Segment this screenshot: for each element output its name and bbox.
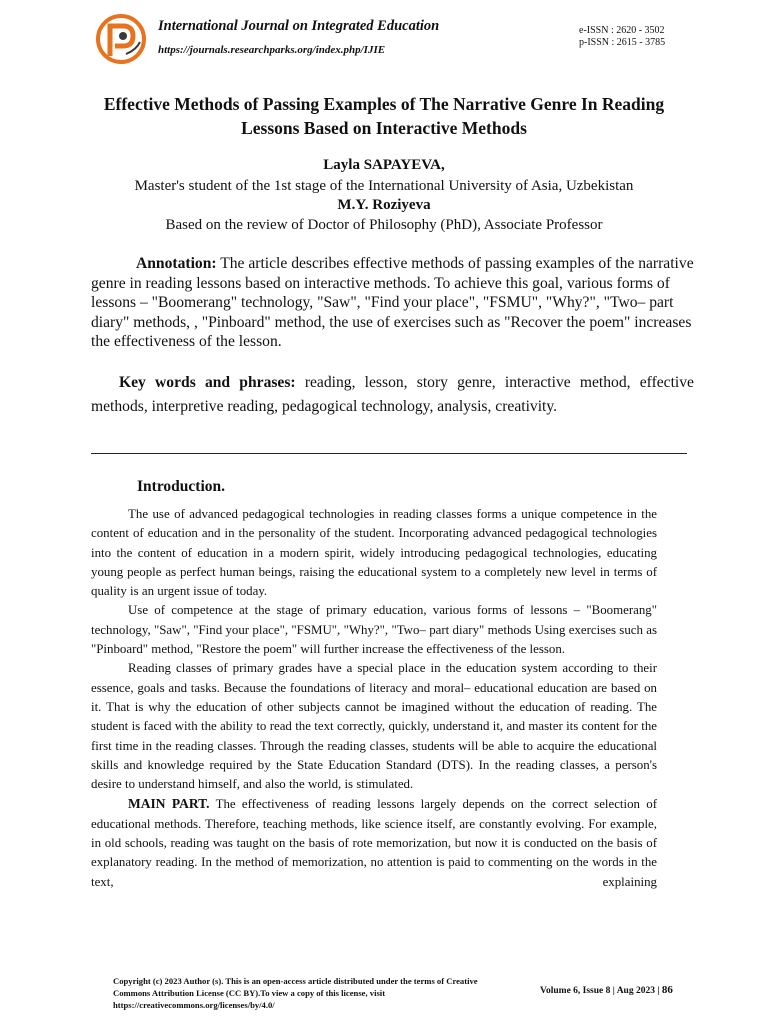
article-body (91, 505, 657, 892)
author-affiliation-2: Based on the review of Doctor of Philosophy (PhD), Associate Professor (165, 217, 603, 233)
journal-header (96, 14, 696, 64)
journal-name: International Journal on Integrated Education (158, 18, 440, 34)
introduction-heading: Introduction. (137, 478, 225, 495)
annotation-text: The article describes effective methods of passing examples of the narrative genre in reading lessons based on interactive methods. To achieve this goal, various forms of lessons – "Boomerang" technology, "Saw", "Find your place", "FSMU", "Why?", "Two– part diary" methods, , "Pinboard" method, the use of exercises such as "Recover the poem" increases the effectiveness of the lesson. (91, 255, 694, 350)
keywords-paragraph (91, 371, 694, 418)
annotation-paragraph (91, 254, 694, 352)
section-divider (91, 453, 687, 454)
eissn: e-ISSN : 2620 - 3502 (579, 25, 665, 36)
volume-issue: Volume 6, Issue 8 | Aug 2023 | (540, 986, 660, 996)
page-number: 86 (661, 984, 673, 996)
journal-logo-icon (96, 14, 146, 64)
author-name-2: M.Y. Roziyeva (337, 197, 431, 213)
body-paragraph-1: The use of advanced pedagogical technologies in reading classes forms a unique competence in the content of education and in the personality of the student. Incorporating advanced pedagogical technologies into the content of education in a modern spirit, widely introducing pedagogical technologies, educating young people as perfect human beings, raising the educational system to a completely new level in terms of quality is an urgent issue of today. (91, 507, 657, 599)
paper-title: Effective Methods of Passing Examples of The Narrative Genre In Reading Lessons Based on Interactive Methods (103, 94, 665, 138)
body-paragraph-3: Reading classes of primary grades have a special place in the education system according to their essence, goals and tasks. Because the foundations of literacy and moral– educational education are based on it. That is why the education of other subjects cannot be imagined without the education of reading. The student is faced with the ability to read the text correctly, quickly, understand it, and master its content for the first time in the reading classes. Through the reading classes, students will be able to acquire the educational skills and knowledge required by the State Education Standard (DTS). In the reading classes, a person's desire to understand himself, and also the world, is stimulated. (91, 661, 657, 792)
main-part-paragraph (91, 794, 657, 891)
keywords-label: Key words and phrases: (119, 374, 296, 391)
author-affiliation-1: Master's student of the 1st stage of the International University of Asia, Uzbekistan (134, 178, 634, 194)
keywords-text: reading, lesson, story genre, interactive method, effective methods, interpretive reading, pedagogical technology, analysis, creativity. (91, 374, 694, 415)
main-part-text: The effectiveness of reading lessons largely depends on the correct selection of educational methods. Therefore, teaching methods, like science itself, are constantly evolving. For example, in old schools, reading was taught on the basis of rote memorization, but now it is conducted on the basis of explanatory reading. In the method of memorization, no attention is paid to commenting on the words in the text, explaining (91, 797, 657, 889)
footer-license: Copyright (c) 2023 Author (s). This is an open-access article distributed under the terms of Creative Commons Attribution License (CC BY).To view a copy of this license, visit https://creativecommons.org/licenses/by/4.0/ (113, 976, 478, 1010)
pissn: p-ISSN : 2615 - 3785 (579, 37, 666, 48)
author-name-1: Layla SAPAYEVA, (323, 157, 445, 173)
footer-volume (540, 984, 673, 996)
main-part-label: MAIN PART. (128, 796, 210, 812)
annotation-label: Annotation: (136, 255, 217, 272)
journal-url[interactable]: https://journals.researchparks.org/index.php/IJIE (158, 44, 386, 56)
issn-block (579, 25, 665, 49)
body-paragraph-2: Use of competence at the stage of primary education, various forms of lessons – "Boomerang" technology, "Saw", "Find your place", "FSMU", "Why?", "Two– part diary" methods Using exercises such as "Pinboard" method, "Restore the poem" will further increase the effectiveness of the lesson. (91, 603, 657, 657)
